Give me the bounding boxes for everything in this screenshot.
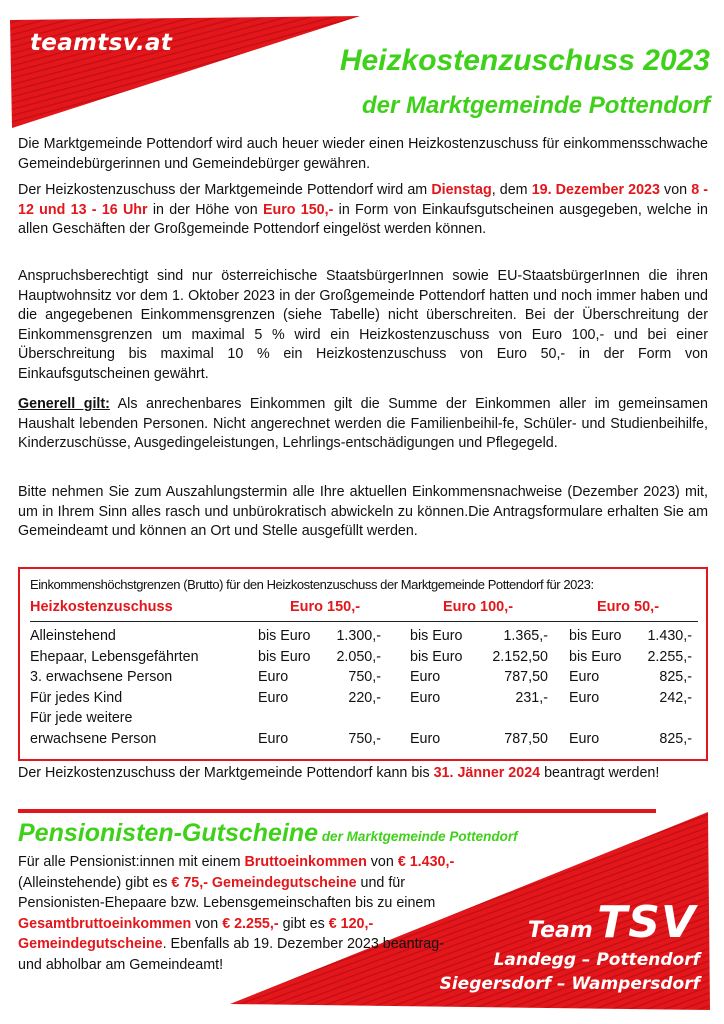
table-cell-prefix: bis Euro xyxy=(258,648,311,665)
location-line-2: Siegersdorf – Wampersdorf xyxy=(439,974,700,994)
table-cell-prefix: bis Euro xyxy=(410,648,463,665)
table-row-label: Für jede weitere xyxy=(30,710,133,726)
highlight-hours: 8 - 12 und 13 - 16 Uhr xyxy=(18,182,709,218)
table-cell-prefix: Euro xyxy=(569,689,600,706)
table-cell-value: 1.430,- xyxy=(647,628,692,644)
table-caption: Einkommenshöchstgrenzen (Brutto) für den Heizkostenzuschuss der Marktgemeinde Pottendorf für 2023: xyxy=(30,577,594,592)
table-row-label: Für jedes Kind xyxy=(30,689,123,706)
table-cell-value: 231,- xyxy=(515,689,548,706)
highlight-date: 19. Dezember 2023 xyxy=(531,182,660,198)
table-cell-prefix: Euro xyxy=(410,730,441,747)
date-paragraph: Der Heizkostenzuschuss der Marktgemeinde Pottendorf wird am Dienstag, dem 19. Dezember 2023 von 8 - 12 und 13 - 16 Uhr in der Höhe von Euro 150,- in Form von Einkaufsgutscheinen ausgegeben, welche in allen Geschäften der Großgemeinde Pottendorf eingelöst werden können. xyxy=(18,182,709,237)
table-cell-value: 220,- xyxy=(348,689,381,706)
pension-section-title: Pensionisten-Gutscheine der Marktgemeinde Pottendorf xyxy=(18,819,518,847)
pension-title-suffix: der Marktgemeinde Pottendorf xyxy=(318,829,518,844)
team-word: Team xyxy=(527,918,593,943)
team-logo xyxy=(528,897,696,948)
table-cell-prefix: bis Euro xyxy=(569,648,622,665)
table-cell-prefix: Euro xyxy=(258,669,289,685)
table-cell-prefix: Euro xyxy=(410,669,441,685)
table-cell-value: 787,50 xyxy=(504,730,548,747)
table-header-150: Euro 150,- xyxy=(290,599,361,615)
table-cell-value: 2.152,50 xyxy=(492,648,548,665)
table-cell-value: 750,- xyxy=(348,669,381,685)
table-cell-prefix: bis Euro xyxy=(410,628,463,644)
table-cell-prefix: Euro xyxy=(569,669,600,685)
page-title: Heizkostenzuschuss 2023 xyxy=(339,44,710,77)
documents-paragraph: Bitte nehmen Sie zum Auszahlungstermin alle Ihre aktuellen Einkommensnachweise (Dezember 2023) mit, um in Ihrem Sinn alles rasch und unbürokratisch abwickeln zu können.Die Antragsformulare erhalten Sie am Gemeindeamt und können an Ort und Stelle ausgefüllt werden. xyxy=(18,484,708,539)
table-row-label: 3. erwachsene Person xyxy=(30,669,173,685)
table-cell-prefix: bis Euro xyxy=(258,628,311,644)
table-cell-prefix: bis Euro xyxy=(569,628,622,644)
top-banner-shape xyxy=(0,0,380,140)
deadline-paragraph: Der Heizkostenzuschuss der Marktgemeinde Pottendorf kann bis 31. Jänner 2024 beantragt werden! xyxy=(18,765,660,781)
table-cell-value: 1.300,- xyxy=(336,628,381,644)
table-divider xyxy=(30,621,698,622)
highlight-amount: Euro 150,- xyxy=(262,201,334,218)
pension-paragraph: Für alle Pensionist:innen mit einem Bruttoeinkommen von € 1.430,- (Alleinstehende) gibt es € 75,- Gemeindegutscheine und für Pensionisten-Ehepaare bzw. Lebensgemeinschaften bis zu einem Gesamtbruttoeinkommen von € 2.255,- gibt es € 120,- Gemeindegutscheine. Ebenfalls ab 19. Dezember 2023 beantrag- und abholbar am Gemeindeamt! xyxy=(18,854,455,973)
general-rule-paragraph: Generell gilt: Als anrechenbares Einkommen gilt die Summe der Einkommen aller im gemeinsamen Haushalt lebenden Personen. Nicht angerechnet werden die Familienbeihil-fe, Schüler- und Studienbeihilfe, Kinderzuschüsse, Ausgedingeleistungen, Lehrlings-entschädigungen und Pflegegeld. xyxy=(18,396,709,451)
table-cell-prefix: Euro xyxy=(258,730,289,747)
table-cell-prefix: Euro xyxy=(258,689,289,706)
tsv-word: TSV xyxy=(597,897,696,948)
table-cell-value: 825,- xyxy=(659,669,692,685)
table-cell-prefix: Euro xyxy=(410,689,441,706)
location-line-1: Landegg – Pottendorf xyxy=(493,950,700,970)
table-row-label: erwachsene Person xyxy=(30,730,157,747)
table-cell-value: 750,- xyxy=(348,730,381,747)
table-cell-value: 1.365,- xyxy=(503,628,548,644)
table-row-label: Ehepaar, Lebensgefährten xyxy=(30,648,199,665)
table-cell-value: 787,50 xyxy=(504,669,548,685)
income-limits-table xyxy=(18,567,708,761)
table-cell-value: 242,- xyxy=(659,689,692,706)
deadline-date: 31. Jänner 2024 xyxy=(433,765,541,781)
highlight-day: Dienstag xyxy=(431,182,492,198)
eligibility-paragraph: Anspruchsberechtigt sind nur österreichische StaatsbürgerInnen sowie EU-StaatsbürgerInnen die ihren Hauptwohnsitz vor dem 1. Oktober 2023 in der Großgemeinde Pottendorf hatten und noch immer haben und die angegebenen Einkommensgrenzen (siehe Tabelle) nicht überschreiten. Bei der Überschreitung der Einkommensgrenzen um maximal 5 % wird ein Heizkostenzuschuss von Euro 100,- und bei einer Überschreitung bis maximal 10 % ein Heizkostenzuschuss von Euro 50,- in der Form von Einkaufsgutscheinen gewährt. xyxy=(18,268,708,382)
table-header-label: Heizkostenzuschuss xyxy=(30,599,173,615)
table-cell-value: 825,- xyxy=(659,730,692,747)
intro-paragraph: Die Marktgemeinde Pottendorf wird auch heuer wieder einen Heizkostenzuschuss für einkommensschwache Gemeindebürgerinnen und Gemeindebürger gewähren. xyxy=(18,136,708,172)
table-cell-value: 2.255,- xyxy=(647,648,692,665)
table-cell-prefix: Euro xyxy=(569,730,600,747)
table-row-label: Alleinstehend xyxy=(30,628,116,644)
table-header-50: Euro 50,- xyxy=(597,599,660,615)
general-rule-label: Generell gilt: xyxy=(18,396,110,412)
table-cell-value: 2.050,- xyxy=(336,648,381,665)
brand-logo-text: teamtsv.at xyxy=(30,30,173,56)
table-header-100: Euro 100,- xyxy=(443,599,514,615)
page-subtitle: der Marktgemeinde Pottendorf xyxy=(361,92,710,119)
